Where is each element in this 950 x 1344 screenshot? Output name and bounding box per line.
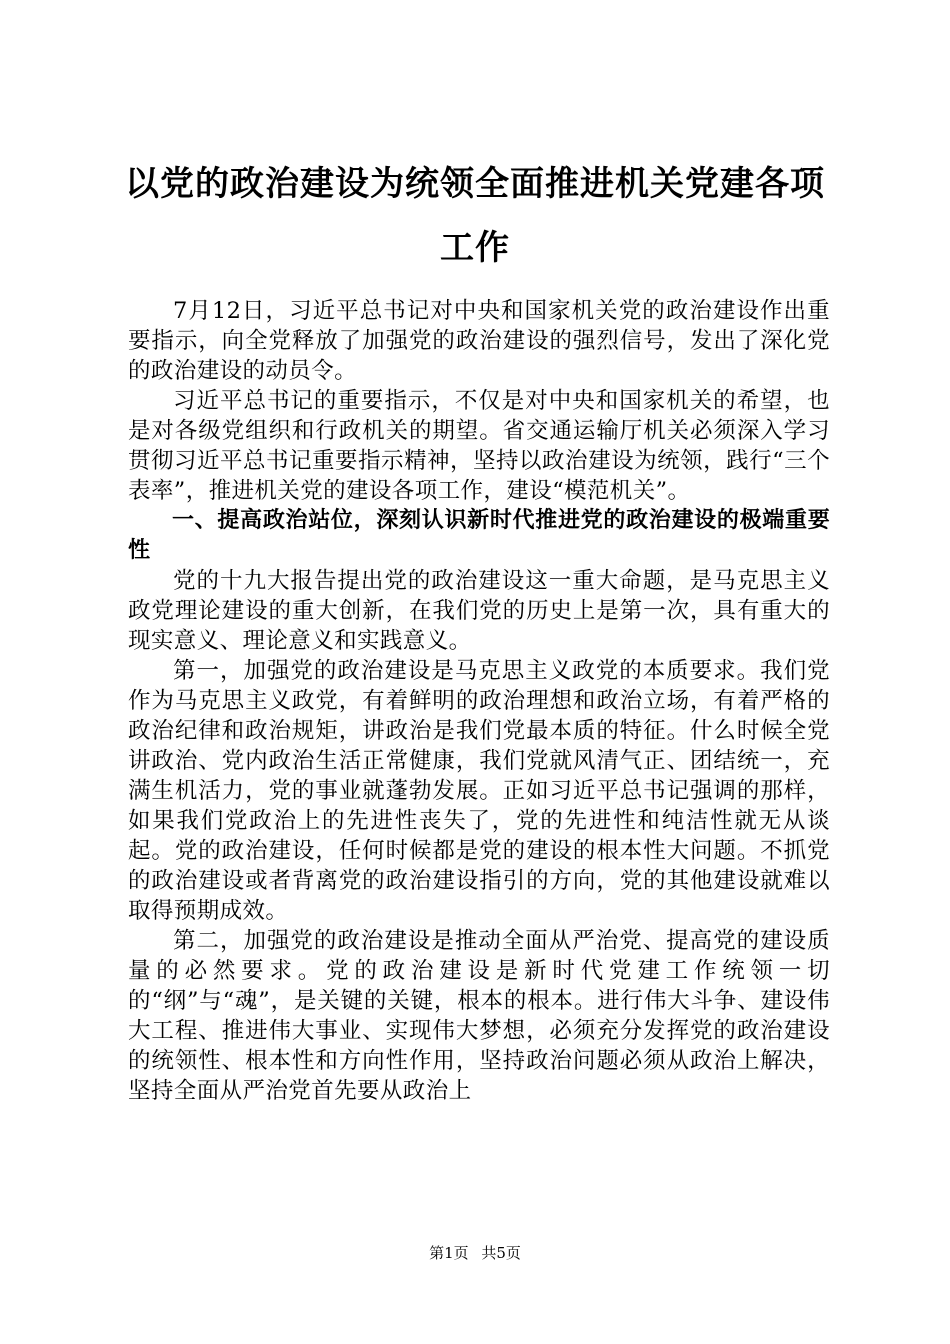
document-body bbox=[128, 296, 830, 1106]
page-number: 第1页 bbox=[429, 1244, 469, 1262]
paragraph: 第一，加强党的政治建设是马克思主义政党的本质要求。我们党作为马克思主义政党，有着鲜明的政治理想和政治立场，有着严格的政治纪律和政治规矩，讲政治是我们党最本质的特征。什么时候全党讲政治、党内政治生活正常健康，我们党就风清气正、团结统一，充满生机活力，党的事业就蓬勃发展。正如习近平总书记强调的那样，如果我们党政治上的先进性丧失了，党的先进性和纯洁性就无从谈起。党的政治建设，任何时候都是党的建设的根本性大问题。不抓党的政治建设或者背离党的政治建设指引的方向，党的其他建设就难以取得预期成效。 bbox=[128, 658, 830, 924]
paragraph: 习近平总书记的重要指示，不仅是对中央和国家机关的希望，也是对各级党组织和行政机关的期望。省交通运输厅机关必须深入学习贯彻习近平总书记重要指示精神，坚持以政治建设为统领，践行“三个表率”，推进机关党的建设各项工作，建设“模范机关”。 bbox=[128, 388, 830, 504]
paragraph: 第二，加强党的政治建设是推动全面从严治党、提高党的建设质量的必然要求。党的政治建设是新时代党建工作统领一切的“纲”与“魂”，是关键的关键，根本的根本。进行伟大斗争、建设伟大工程、推进伟大事业、实现伟大梦想，必须充分发挥党的政治建设的统领性、根本性和方向性作用，坚持政治问题必须从政治上解决，坚持全面从严治党首先要从政治上 bbox=[128, 928, 830, 1104]
document-title-line-1: 以党的政治建设为统领全面推进机关党建各项 bbox=[125, 164, 825, 204]
page-total: 共5页 bbox=[481, 1244, 521, 1262]
paragraph: 党的十九大报告提出党的政治建设这一重大命题，是马克思主义政党理论建设的重大创新，在我们党的历史上是第一次，具有重大的现实意义、理论意义和实践意义。 bbox=[128, 568, 830, 654]
paragraph: 7月12日，习近平总书记对中央和国家机关党的政治建设作出重要指示，向全党释放了加强党的政治建设的强烈信号，发出了深化党的政治建设的动员令。 bbox=[128, 298, 830, 384]
document-title-line-2: 工作 bbox=[440, 228, 510, 268]
section-heading: 一、提高政治站位，深刻认识新时代推进党的政治建设的极端重要性 bbox=[128, 508, 830, 563]
page-footer bbox=[0, 1243, 950, 1263]
